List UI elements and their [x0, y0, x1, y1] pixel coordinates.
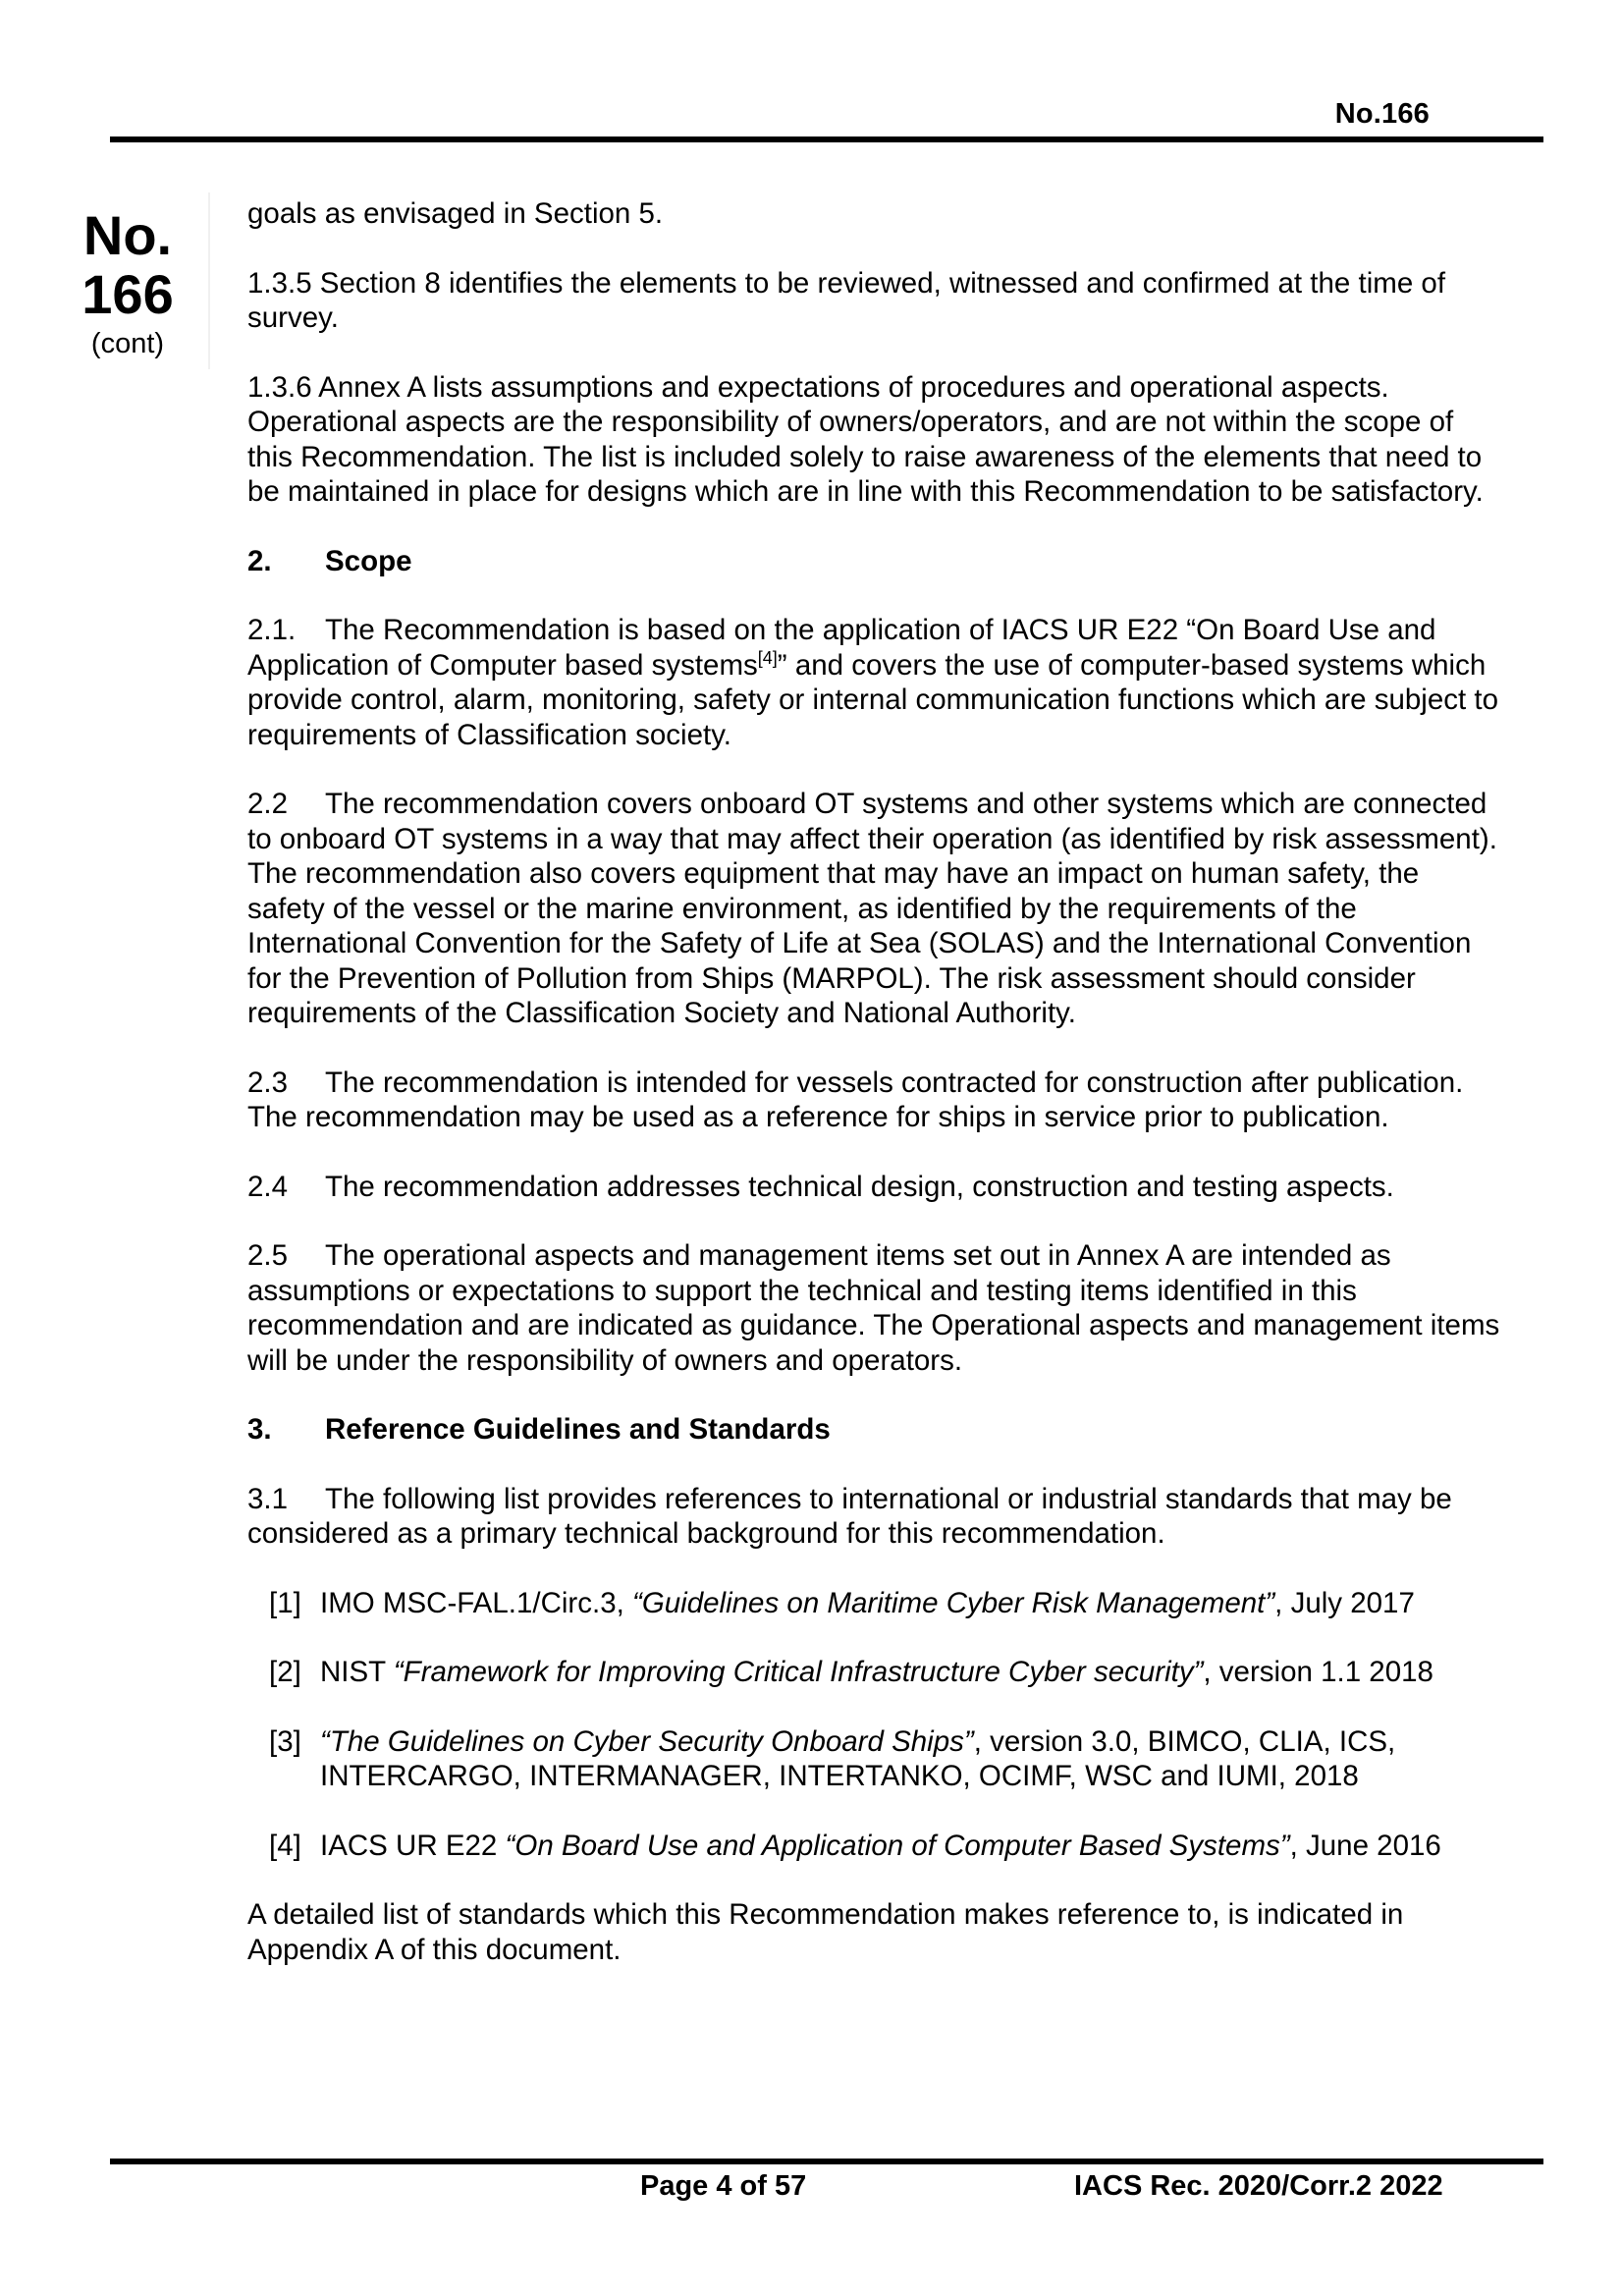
side-tab-divider: [208, 192, 210, 369]
paragraph-2-2-text: The recommendation covers onboard OT systems and other systems which are connected to onboard OT systems in a way that may affect their operation (as identified by risk assessment). The recommendation also covers equipment that may have an impact on human safety, the safety of the vessel or the marine environment, as identified by the requirements of the International Convention for the Safety of Life at Sea (SOLAS) and the International Convention for the Prevention of Pollution from Ships (MARPOL). The risk assessment should consider requirements of the Classification Society and National Authority.: [247, 788, 1497, 1029]
document-reference: IACS Rec. 2020/Corr.2 2022: [1074, 2170, 1443, 2202]
side-tab-cont: (cont): [90, 327, 165, 359]
paragraph-3-1-text: The following list provides references to international or industrial standards that may be considered as a primary technical background for this recommendation.: [247, 1482, 1452, 1550]
paragraph-2-3-number: 2.3: [247, 1066, 289, 1099]
paragraph-2-1-number: 2.1.: [247, 614, 297, 646]
reference-item: [269, 1829, 1504, 1864]
paragraph-1-3-5: 1.3.5 Section 8 identifies the elements to be reviewed, witnessed and confirmed at the time of survey.: [247, 266, 1446, 334]
paragraph-2-2: [247, 787, 1504, 1031]
footer-rule: [110, 2159, 1543, 2164]
reference-title: “Guidelines on Maritime Cyber Risk Management”: [632, 1586, 1275, 1619]
paragraph-3-1-number: 3.1: [247, 1482, 289, 1515]
side-tab: [69, 206, 187, 359]
paragraph-2-5-number: 2.5: [247, 1239, 289, 1272]
reference-text: IMO MSC-FAL.1/Circ.3, “Guidelines on Maritime Cyber Risk Management”, July 2017: [320, 1586, 1415, 1619]
paragraph-2-3-text: The recommendation is intended for vessels contracted for construction after publication. The recommendation may be used as a reference for ships in service prior to publication.: [247, 1066, 1464, 1133]
document-body: [247, 196, 1504, 2001]
reference-title: “The Guidelines on Cyber Security Onboard Ships”: [320, 1724, 974, 1758]
paragraph-2-1: [247, 613, 1504, 752]
section-2-title: Scope: [325, 544, 412, 577]
reference-text: NIST “Framework for Improving Critical Infrastructure Cyber security”, version 1.1 2018: [320, 1656, 1433, 1688]
paragraph-2-2-number: 2.2: [247, 788, 289, 820]
paragraph-closing: A detailed list of standards which this Recommendation makes reference to, is indicated in Appendix A of this document.: [247, 1898, 1404, 1966]
reference-title: “Framework for Improving Critical Infrastructure Cyber security”: [393, 1656, 1204, 1688]
header-rule: [110, 137, 1543, 142]
paragraph-2-4: [247, 1170, 1504, 1205]
page-number: Page 4 of 57: [640, 2170, 807, 2202]
paragraph-2-4-text: The recommendation addresses technical design, construction and testing aspects.: [325, 1170, 1394, 1203]
reference-item: [269, 1655, 1504, 1690]
reference-text: IACS UR E22 “On Board Use and Application of Computer Based Systems”, June 2016: [320, 1829, 1441, 1862]
header-document-number: No.166: [1334, 98, 1430, 130]
reference-number: [2]: [269, 1656, 301, 1688]
section-3-heading: [247, 1412, 1504, 1448]
reference-number: [3]: [269, 1724, 301, 1758]
paragraph-1-3-6: 1.3.6 Annex A lists assumptions and expectations of procedures and operational aspects. Operational aspects are the responsibility of owners/operators, and are not within the scope of this Recommendation. The list is included solely to raise awareness of the elements that need to be maintained in place for designs which are in line with this Recommendation to be satisfactory.: [247, 370, 1484, 508]
reference-number: [4]: [269, 1829, 301, 1862]
paragraph-2-1-text-b: ” and covers the use of computer-based systems which provide control, alarm, monitoring, safety or internal communication functions which are subject to requirements of Classification society.: [247, 648, 1499, 751]
paragraph-2-5-text: The operational aspects and management items set out in Annex A are intended as assumptions or expectations to support the technical and testing items identified in this recommendation and are indicated as guidance. The Operational aspects and management items will be under the responsibility of owners and operators.: [247, 1239, 1500, 1377]
paragraph-2-3: [247, 1066, 1504, 1135]
section-2-number: 2.: [247, 544, 272, 577]
paragraph-2-1-text-a: The Recommendation is based on the application of IACS UR E22 “On Board Use and Application of Computer based systems: [247, 614, 1436, 682]
reference-item: [269, 1586, 1504, 1621]
section-2-heading: [247, 544, 1504, 579]
paragraph-3-1: [247, 1482, 1504, 1552]
reference-text: “The Guidelines on Cyber Security Onboard Ships”, version 3.0, BIMCO, CLIA, ICS, INTERCARGO, INTERMANAGER, INTERTANKO, OCIMF, WSC and IUMI, 2018: [320, 1724, 1396, 1792]
side-tab-number: 166: [81, 263, 174, 326]
section-3-number: 3.: [247, 1413, 272, 1446]
section-3-title: Reference Guidelines and Standards: [325, 1413, 831, 1446]
paragraph-2-5: [247, 1238, 1504, 1378]
reference-number: [1]: [269, 1586, 301, 1619]
reference-title: “On Board Use and Application of Computer Based Systems”: [505, 1829, 1290, 1862]
footnote-ref-4: [4]: [757, 647, 778, 668]
paragraph-2-4-number: 2.4: [247, 1170, 289, 1203]
reference-list: [269, 1586, 1504, 1864]
side-tab-no: No.: [82, 204, 173, 266]
reference-item: [269, 1724, 1504, 1794]
paragraph-goals: goals as envisaged in Section 5.: [247, 197, 664, 230]
